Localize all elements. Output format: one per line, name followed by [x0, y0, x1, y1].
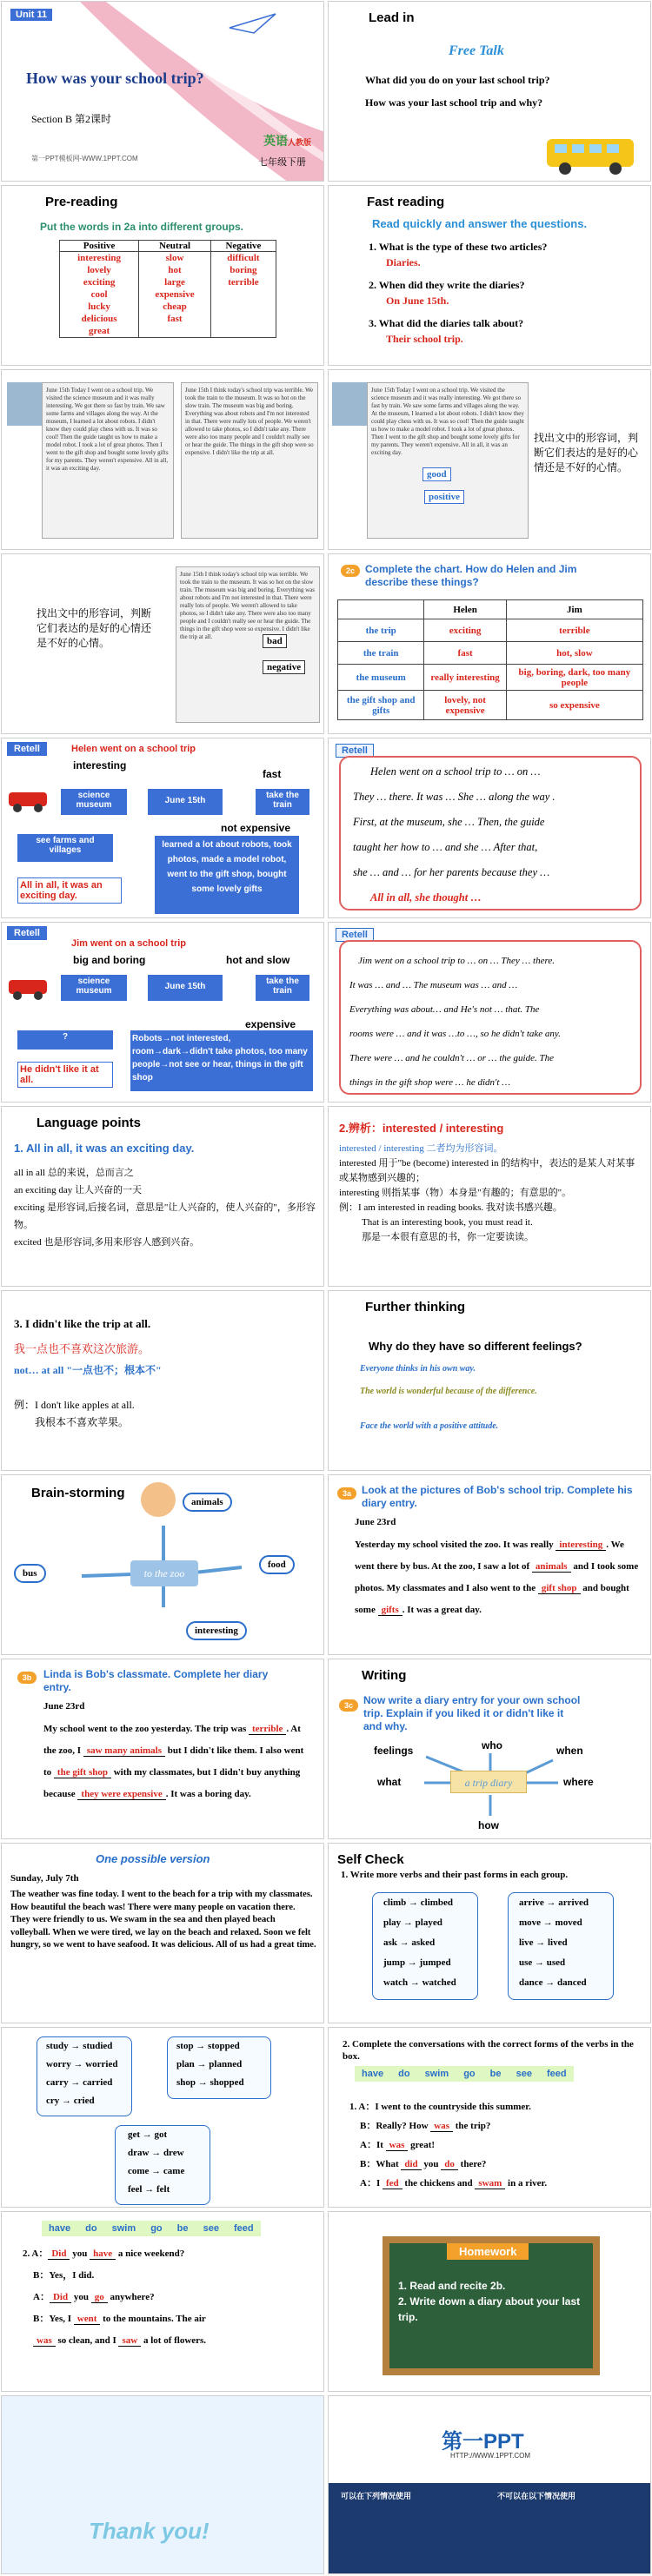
example: 例：I don't like apples at all. — [14, 1399, 135, 1411]
task-badge: 2c — [341, 565, 360, 577]
negative-tag: negative — [263, 660, 305, 674]
diary-helen: June 15th Today I went on a school trip. We visited the science museum and it was really interesting. We got there so fast by train. We saw some farms and villages along the way. At the museum, I learned a lot about robots. I didn't know they could play chess with us. It was so cool! Then the guide taught us how to make a model robot. I took a lot of great photos. Then I went to the gift shop and bought some lovely gifts for my parents. They weren't expensive. All in all, it was an exciting day. — [42, 382, 174, 539]
slide-adjectives-helen[interactable] — [328, 369, 651, 550]
node-food: food — [259, 1555, 295, 1574]
slide-adjectives-jim[interactable] — [1, 553, 324, 734]
site-label: 第一PPT模板网-WWW.1PPT.COM — [31, 155, 138, 162]
slide-self-check[interactable] — [328, 1843, 651, 2023]
slide-writing[interactable] — [328, 1659, 651, 1839]
retell-tag: Retell — [336, 928, 374, 942]
retell-tag: Retell — [7, 926, 47, 940]
brand-url: HTTP://WWW.1PPT.COM — [450, 2452, 530, 2460]
bad-tag: bad — [263, 634, 287, 648]
adj-not-expensive: not expensive — [221, 822, 291, 834]
slide-heading: Language points — [37, 1116, 141, 1130]
translation: 我一点也不喜欢这次旅游。 — [14, 1342, 150, 1355]
unit-badge: Unit 11 — [10, 9, 52, 21]
positive-tag: positive — [424, 490, 464, 504]
diary-jim: June 15th I think today's school trip was terrible. We took the train to the museum. It was so hot on the slow train. The museum was big and boring. Everything was about robots and I'm not interested in that. There were really lots of people. We weren't allowed to take photos, so I didn't take any. There were also too many people and I couldn't really see or hear the guide. The things in the gift shop were so expensive. I didn't like the trip at all. — [176, 566, 320, 723]
task-title: Look at the pictures of Bob's school trip. Complete his diary entry. — [362, 1484, 633, 1509]
group-d: arrive → arrived move → moved live → lived use → used dance → danced — [508, 1892, 614, 2000]
retell-tag: Retell — [336, 744, 374, 758]
answer-2: On June 15th. — [386, 295, 449, 307]
child-avatar — [141, 1482, 176, 1517]
task-badge: 3c — [339, 1699, 358, 1712]
box-museum-activities: learned a lot about robots, took photos, made a model robot, went to the gift shop, bought some lovely gifts — [155, 836, 299, 914]
conversation-lines: 2. A： Did you have a nice weekend? B：Yes，I did. A： Did you go anywhere? B：Yes, I went to the mountains. The air was so clean, and I saw a lot of flowers. — [23, 2248, 207, 2346]
slide-thank-you[interactable] — [1, 2395, 324, 2574]
question-2: 2. When did they write the diaries? — [369, 279, 525, 291]
adj-expensive: expensive — [245, 1018, 296, 1030]
node-when: when — [556, 1745, 583, 1757]
col-negative: Negative — [210, 241, 276, 252]
node-who: who — [482, 1739, 502, 1752]
diary-text: My school went to the zoo yesterday. The trip was terrible . At the zoo, I saw many animals but I didn't like them. I also went to the gift shop with my classmates, but I didn't buy anything because they were expensive . It was a boring day. — [43, 1724, 304, 1799]
box-date: June 15th — [148, 789, 223, 815]
car-icon — [7, 973, 50, 1003]
answer-3: Their school trip. — [386, 333, 463, 345]
question-1: 1. What is the type of these two articles? — [369, 241, 548, 253]
slide-branding[interactable] — [328, 2395, 651, 2574]
instruction: Now write a diary entry for your own school trip. Explain if you liked it or didn't like it and why. — [363, 1694, 581, 1732]
brand-logo-text: 第一PPT — [442, 2430, 524, 2453]
box-date: June 15th — [148, 975, 223, 1001]
slide-heading: 2.辨析：interested / interesting — [339, 1122, 504, 1135]
col-neutral: Neutral — [139, 241, 211, 252]
slide-bob-diary[interactable] — [328, 1474, 651, 1655]
slide-heading: Writing — [362, 1668, 407, 1683]
retell-lines: Jim went on a school trip to … on … They … there. It was … and … The museum was … and … Everything was about… and He's not … that. The rooms were … and it was …to …, so he didn't take any. There were … and he couldn't … or … the guide. The things in the gift shop were … he didn't … — [349, 956, 561, 1088]
slide-fast-reading[interactable] — [328, 185, 651, 366]
paper-plane-icon — [228, 10, 280, 36]
diary-body: The weather was fine today. I went to the beach for a trip with my classmates. How beautiful the beach was! There were many people on vacation there. They were friendly to us. We swam in the sea and then played beach volleyball. When we were tired, we lay on the beach and relaxed. Soon we felt hungry, so we went to have seafood. It was delicious. All of us had a great time. — [10, 1890, 316, 1950]
adj-fast: fast — [263, 768, 282, 780]
node-feelings: feelings — [374, 1745, 414, 1757]
homework-title: Homework — [447, 2243, 529, 2260]
retell-heading: Jim went on a school trip — [71, 938, 187, 949]
retell-lines: Helen went on a school trip to … on … They … there. It was … She … along the way . First, at the museum, she … Then, the guide taught her how to … and she … After that, she … and … for her parents because they … All in all, she thought … — [353, 765, 556, 904]
slide-heading: Self Check — [337, 1852, 404, 1867]
neutral-words: slow hot large expensive cheap fast — [139, 252, 211, 338]
free-talk-label: Free Talk — [449, 43, 504, 58]
box-complaints: Robots→not interested, room→dark→didn't take photos, too many people→not see or hear, things in the gift shop — [130, 1030, 313, 1091]
ending-box: All in all, it was an exciting day. — [17, 877, 122, 904]
slide-linda-diary[interactable] — [1, 1659, 324, 1839]
question-2: How was your last school trip and why? — [365, 96, 543, 109]
comparison-notes: interested / interesting 二者均为形容词。 interested 用于"be (become) interested in 的结构中，表达的是某人对某事或某物感到兴趣的； interesting 则指某事（物）本身是"有趣的；有意思的"。 例：I am interested in reading books. 我对读书感兴趣。 That is an interesting book, you must read it. 那是一本很有意思的书，你一定要读读。 — [339, 1143, 635, 1242]
answer-1: Diaries. — [386, 256, 421, 268]
box-science-museum: science museum — [61, 975, 127, 1001]
point-3: 3. I didn't like the trip at all. — [14, 1317, 151, 1330]
adj-interesting: interesting — [73, 759, 127, 771]
diary-text: Yesterday my school visited the zoo. It was really interesting . We went there by bus. At the zoo, I saw a lot of animals and I took some photos. My classmates and I also went to the gift shop and bought some gifts . It was a great day. — [355, 1540, 639, 1615]
usage-allowed: 可以在下列情况使用 — [341, 2492, 412, 2500]
answer-3: Face the world with a positive attitude. — [360, 1421, 499, 1431]
slide-homework[interactable] — [328, 2211, 651, 2392]
question-3: 3. What did the diaries talk about? — [369, 317, 524, 329]
group-double: stop → stopped plan → planned shop → shopped — [167, 2036, 271, 2099]
word-groups-table — [59, 240, 276, 338]
slide-not-at-all[interactable] — [1, 1290, 324, 1471]
slide-brain-storming[interactable] — [1, 1474, 324, 1655]
diary-helen: June 15th Today I went on a school trip. We visited the science museum and it was really interesting. We got there so fast by train. We saw some farms and villages along the way. At the museum, I learned a lot about robots. I didn't know they could play chess with us. It was so cool! Then the guide taught us how to make a model robot. I took a lot of great photos. Then I went to the gift shop and bought some lovely gifts for my parents. They weren't expensive. All in all, it was an exciting day. — [367, 382, 529, 539]
slide-complete-chart[interactable] — [328, 553, 651, 734]
diary-date: June 23rd — [355, 1517, 396, 1527]
slide-conversation-1[interactable] — [328, 2027, 651, 2208]
group-irregular: get → got draw → drew come → came feel → felt — [115, 2125, 210, 2205]
compare-table: Helen Jim the trip exciting terrible the train fast hot, slow the museum really interesting big, boring, dark, too many people the gift shop and gifts lovely, not expensive so expensive — [337, 599, 643, 720]
node-where: where — [563, 1776, 594, 1788]
word-box: have do swim go be see feed — [42, 2221, 261, 2236]
slide-main-title: How was your school trip? — [26, 70, 204, 87]
slide-heading: Brain-storming — [31, 1486, 125, 1500]
negative-words: difficult boring terrible — [210, 252, 276, 338]
diary-jim: June 15th I think today's school trip was terrible. We took the train to the museum. It was so hot on the slow train. The museum was big and boring. Everything was about robots and I'm not interested in that. There were really lots of people. We weren't allowed to take photos, so I didn't take any. There were also too many people and I couldn't really see or hear the guide. The things in the gift shop were so expensive. I didn't like the trip at all. — [181, 382, 318, 539]
group-ied: study → studied worry → worried carry → carried cry → cried — [37, 2036, 132, 2116]
retell-heading: Helen went on a school trip — [71, 744, 196, 754]
slide-conversation-2[interactable] — [1, 2211, 324, 2392]
question: Why do they have so different feelings? — [369, 1340, 582, 1353]
box-take-train: take the train — [256, 975, 309, 1001]
task-badge: 3b — [17, 1672, 37, 1684]
slide-past-forms[interactable] — [1, 2027, 324, 2208]
slide-heading: Lead in — [369, 10, 415, 25]
question-1: What did you do on your last school trip? — [365, 74, 550, 86]
diary-date: June 23rd — [43, 1701, 85, 1712]
positive-words: interesting lovely exciting cool lucky delicious great — [60, 252, 139, 338]
slide-heading: Further thinking — [365, 1300, 465, 1314]
instruction: 2. Complete the conversations with the correct forms of the verbs in the box. — [343, 2039, 634, 2062]
slide-heading: Pre-reading — [45, 195, 118, 209]
thank-you-text: Thank you! — [89, 2518, 210, 2544]
slide-retell-jim-text[interactable] — [328, 922, 651, 1103]
conversation-lines: 1. A：I went to the countryside this summer. B：Really? How was the trip? A：It was great! B：What did you do there? A：I fed the chickens and swam in a river. — [349, 2102, 548, 2189]
node-bus: bus — [14, 1564, 46, 1583]
word-box: have do swim go be see feed — [355, 2066, 574, 2082]
homework-items: 1. Read and recite 2b. 2. Write down a diary about your last trip. — [398, 2280, 581, 2323]
box-take-train: take the train — [256, 789, 309, 815]
school-bus-icon — [542, 130, 640, 178]
slide-heading: Fast reading — [367, 195, 445, 209]
point-1-notes: all in all 总的来说，总而言之 an exciting day 让人兴奋的一天 exciting 是形容词,后接名词，意思是"让人兴奋的，使人兴奋的"，多形容物。 excited 也是形容词,多用来形容人感到兴奋。 — [14, 1168, 316, 1248]
example-translation: 我根本不喜欢苹果。 — [35, 1416, 130, 1428]
slide-retell-jim-map[interactable] — [1, 922, 324, 1103]
slide-interested-interesting[interactable] — [328, 1106, 651, 1287]
answer-1: Everyone thinks in his own way. — [360, 1364, 476, 1374]
point-1: 1. All in all, it was an exciting day. — [14, 1142, 195, 1155]
diary-date: Sunday, July 7th — [10, 1873, 79, 1884]
good-tag: good — [422, 467, 451, 481]
slide-retell-helen-text[interactable] — [328, 738, 651, 918]
slide-lead-in[interactable] — [328, 1, 651, 182]
subject-label: 英语人教版 — [263, 134, 311, 148]
instruction: Read quickly and answer the questions. — [372, 217, 588, 230]
adj-hot-slow: hot and slow — [226, 954, 290, 966]
task-badge: 3a — [337, 1487, 356, 1500]
slide-possible-version[interactable] — [1, 1843, 324, 2023]
task-title: Complete the chart. How do Helen and Jim describe these things? — [365, 563, 577, 588]
center-node: to the zoo — [130, 1560, 198, 1586]
col-positive: Positive — [60, 241, 139, 252]
photo-image — [332, 382, 367, 426]
ending-box: He didn't like it at all. — [17, 1062, 113, 1088]
usage-forbidden: 不可以在以下情况使用 — [497, 2492, 576, 2500]
slide-title[interactable] — [1, 1, 324, 182]
slide-diaries[interactable] — [1, 369, 324, 550]
node-animals: animals — [183, 1493, 232, 1512]
phrase-note: not… at all "一点也不；根本不" — [14, 1364, 162, 1376]
node-what: what — [377, 1776, 402, 1788]
instruction-note: 找出文中的形容词，判断它们表达的是好的心情还是不好的心情。 — [37, 607, 152, 649]
photo-image — [7, 382, 42, 426]
retell-tag: Retell — [7, 742, 47, 756]
slide-heading: One possible version — [96, 1852, 210, 1865]
task-title: Linda is Bob's classmate. Complete her diary entry. — [43, 1668, 269, 1693]
instruction-note: 找出文中的形容词，判断它们表达的是好的心情还是不好的心情。 — [534, 432, 639, 473]
box-science-museum: science museum — [61, 789, 127, 815]
slide-further-thinking[interactable] — [328, 1290, 651, 1471]
slide-language-points[interactable] — [1, 1106, 324, 1287]
slide-pre-reading[interactable] — [1, 185, 324, 366]
box-question: ? — [17, 1030, 113, 1050]
adj-big-boring: big and boring — [73, 954, 146, 966]
node-interesting: interesting — [186, 1621, 247, 1640]
car-icon — [7, 785, 50, 815]
instruction: 1. Write more verbs and their past forms in each group. — [341, 1870, 569, 1880]
answer-2: The world is wonderful because of the difference. — [360, 1387, 537, 1396]
section-label: Section B 第2课时 — [31, 113, 111, 125]
node-how: how — [478, 1819, 499, 1831]
group-ed: climb → climbed play → played ask → asked jump → jumped watch → watched — [372, 1892, 478, 2000]
center-node: a trip diary — [450, 1771, 527, 1793]
grade-label: 七年级下册 — [258, 157, 306, 168]
box-farms-villages: see farms and villages — [17, 834, 113, 862]
instruction: Put the words in 2a into different groups. — [40, 221, 244, 233]
slide-retell-helen-map[interactable] — [1, 738, 324, 918]
